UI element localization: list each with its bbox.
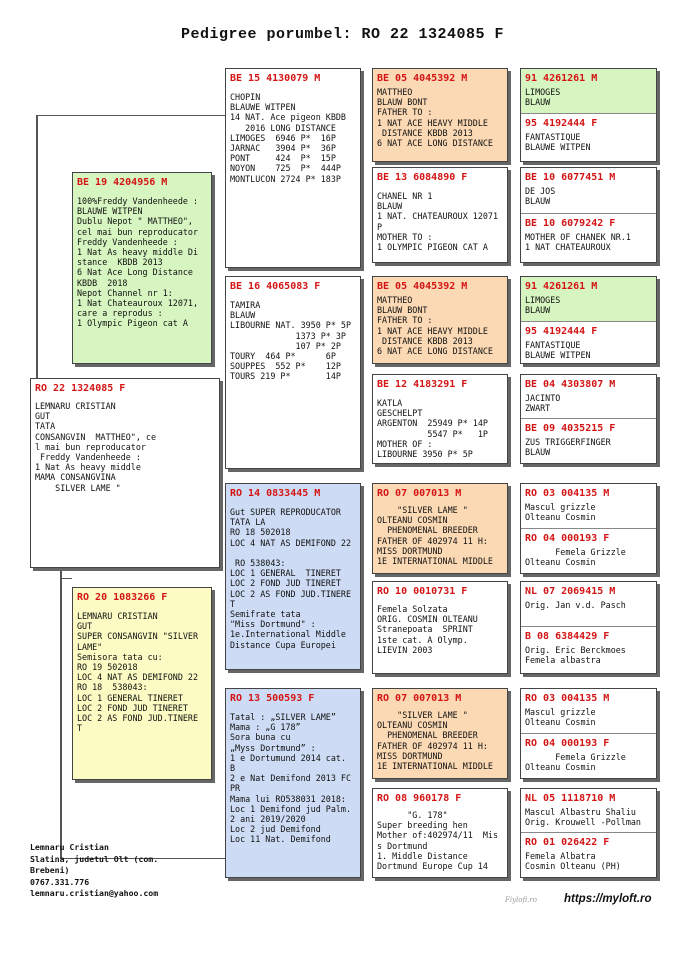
- pedigree-text: KATLA GESCHELPT ARGENTON 25949 P* 14P 5547 P* 1P MOTHER OF : LIBOURNE 3950 P* 5P: [377, 398, 488, 460]
- gen4-card[interactable]: [372, 374, 508, 464]
- pedigree-ring: BE 09 4035215 F: [525, 423, 616, 434]
- dam-card[interactable]: [72, 587, 212, 780]
- pedigree-ring: RO 01 026422 F: [525, 837, 610, 848]
- pedigree-text: "SILVER LAME " OLTEANU COSMIN PHENOMENAL BREEDER FATHER OF 402974 11 H: MISS DORTMUND 1E INTERNATIONAL MIDDLE: [377, 710, 493, 772]
- pedigree-ring: RO 03 004135 M: [525, 488, 610, 499]
- pedigree-ring: BE 05 4045392 M: [377, 281, 468, 292]
- gen4-card[interactable]: [372, 276, 508, 364]
- pedigree-ring: BE 10 6077451 M: [525, 172, 616, 183]
- owner-address: Slatina, judetul Olt (com.: [30, 853, 159, 864]
- gen5-card[interactable]: [520, 276, 657, 364]
- pedigree-ring: RO 08 960178 F: [377, 793, 462, 804]
- pedigree-text: TAMIRA BLAUW LIBOURNE NAT. 3950 P* 5P 1373 P* 3P 107 P* 2P TOURY 464 P* 6P SOUPPES 552 P* 12P TOURS 219 P* 14P: [230, 300, 352, 382]
- pedigree-ring: BE 04 4303807 M: [525, 379, 616, 390]
- gen4-card[interactable]: [372, 581, 508, 674]
- dam-text: LEMNARU CRISTIAN GUT SUPER CONSANGVIN "SILVER LAME" Semisora tata cu: RO 19 502018 LOC 4 NAT AS DEMIFOND 22 RO 18 538043: LOC 1 GENERAL TINERET LOC 2 FOND JUD TINERET LOC 2 AS FOND JUD.TINERE T: [77, 611, 199, 734]
- pedigree-text: Gut SUPER REPRODUCATOR TATA LA RO 18 502018 LOC 4 NAT AS DEMIFOND 22 RO 538043: LOC 1 GENERAL TINERET LOC 2 FOND JUD TINERET LOC 2 AS FOND JUD.TINERE T Semifrate tata "Miss Dortmund" : 1e.International Middle Distance Cupa Europei: [230, 507, 352, 650]
- pedigree-text: "G. 178" Super breeding hen Mother of:402974/11 Mis s Dortmund 1. Middle Distance Dortmund Europe Cup 14: [377, 810, 499, 872]
- gen4-card[interactable]: [372, 688, 508, 779]
- gen4-card[interactable]: [372, 167, 508, 263]
- pedigree-text: CHANEL NR 1 BLAUW 1 NAT. CHATEAUROUX 12071 P MOTHER TO : 1 OLYMPIC PIGEON CAT A: [377, 191, 499, 253]
- pedigree-ring: BE 12 4183291 F: [377, 379, 468, 390]
- owner-name: Lemnaru Cristian: [30, 842, 109, 852]
- pedigree-ring: RO 04 000193 F: [525, 738, 610, 749]
- subject-card[interactable]: [30, 378, 220, 568]
- signature-logo: Fiylofi.ro: [505, 896, 537, 904]
- pedigree-text: MATTHEO BLAUW BONT FATHER TO : 1 NAT ACE HEAVY MIDDLE DISTANCE KBDB 2013 6 NAT ACE LONG DISTANCE: [377, 295, 493, 357]
- pedigree-ring: RO 13 500593 F: [230, 693, 315, 704]
- owner-phone: 0767.331.776: [30, 876, 90, 887]
- pedigree-ring: BE 13 6084890 F: [377, 172, 468, 183]
- pedigree-text: Mascul Albastru Shaliu Orig. Krouwell -Pollman: [525, 807, 641, 828]
- owner-email[interactable]: lemnaru.cristian@yahoo.com: [30, 888, 159, 898]
- pedigree-text: DE JOS BLAUW: [525, 186, 556, 207]
- pedigree-text: FANTASTIQUE BLAUWE WITPEN: [525, 340, 591, 361]
- gen5-card[interactable]: [520, 483, 657, 574]
- pedigree-text: JACINTO ZWART: [525, 393, 561, 414]
- dam-ring: RO 20 1083266 F: [77, 592, 168, 603]
- pedigree-ring: BE 15 4130079 M: [230, 73, 321, 84]
- gen5-card[interactable]: [520, 788, 657, 878]
- pedigree-ring: RO 14 0833445 M: [230, 488, 321, 499]
- pedigree-ring: 91 4261261 M: [525, 281, 598, 292]
- pedigree-text: MATTHEO BLAUW BONT FATHER TO : 1 NAT ACE HEAVY MIDDLE DISTANCE KBDB 2013 6 NAT ACE LONG DISTANCE: [377, 87, 493, 149]
- connector: [36, 115, 38, 380]
- pedigree-ring: 91 4261261 M: [525, 73, 598, 84]
- pedigree-text: Femela Solzata ORIG. COSMIN OLTEANU Stranepoata SPRINT 1ste cat. A Olymp. LIEVIN 2003: [377, 604, 478, 655]
- sire-card[interactable]: [72, 172, 212, 364]
- subject-ring: RO 22 1324085 F: [35, 383, 126, 394]
- grandsire-maternal-card[interactable]: [225, 483, 361, 670]
- pedigree-ring: BE 16 4065083 F: [230, 281, 321, 292]
- gen4-card[interactable]: [372, 68, 508, 162]
- gen4-card[interactable]: [372, 483, 508, 574]
- sire-ring: BE 19 4204956 M: [77, 177, 168, 188]
- pedigree-text: Mascul grizzle Olteanu Cosmin: [525, 707, 596, 728]
- pedigree-ring: 95 4192444 F: [525, 326, 598, 337]
- pedigree-ring: RO 10 0010731 F: [377, 586, 468, 597]
- pedigree-ring: NL 07 2069415 M: [525, 586, 616, 597]
- granddam-paternal-card[interactable]: [225, 276, 361, 469]
- granddam-maternal-card[interactable]: [225, 688, 361, 878]
- pedigree-ring: RO 07 007013 M: [377, 693, 462, 704]
- pedigree-ring: RO 03 004135 M: [525, 693, 610, 704]
- pedigree-ring: NL 05 1118710 M: [525, 793, 616, 804]
- pedigree-text: MOTHER OF CHANEK NR.1 1 NAT CHATEAUROUX: [525, 232, 631, 253]
- pedigree-text: Femela Grizzle Olteanu Cosmin: [525, 752, 626, 773]
- owner-address: Brebeni): [30, 865, 70, 875]
- pedigree-text: LIMOGES BLAUW: [525, 295, 561, 316]
- pedigree-text: Tatal : „SILVER LAME” Mama : „G 178” Sora buna cu „Myss Dortmund” : 1 e Dortumund 2014 cat. B 2 e Nat Demifond 2013 FC PR Mama lui RO538031 2018: Loc 1 Demifond jud Palm. 2 ani 2019/2020 Loc 2 jud Demifond Loc 11 Nat. Demifond: [230, 712, 352, 845]
- pedigree-ring: BE 10 6079242 F: [525, 218, 616, 229]
- gen5-card[interactable]: [520, 68, 657, 162]
- pedigree-ring: RO 04 000193 F: [525, 533, 610, 544]
- pedigree-text: Mascul grizzle Olteanu Cosmin: [525, 502, 596, 523]
- gen5-card[interactable]: [520, 167, 657, 263]
- gen5-card[interactable]: [520, 688, 657, 779]
- sire-text: 100%Freddy Vandenheede : BLAUWE WITPEN Dublu Nepot " MATTHEO", cel mai bun reproducator Freddy Vandenheede : 1 Nat As heavy middle Di stance KBDB 2013 6 Nat Ace Long Distance KBDB 2018 Nepot Channel nr 1: 1 Nat Chateauroux 12071, care a reprodus : 1 Olympic Pigeon cat A: [77, 196, 199, 329]
- gen5-card[interactable]: [520, 374, 657, 464]
- pedigree-ring: RO 07 007013 M: [377, 488, 462, 499]
- connector: [60, 568, 62, 858]
- pedigree-text: LIMOGES BLAUW: [525, 87, 561, 108]
- pedigree-text: Orig. Jan v.d. Pasch: [525, 600, 626, 610]
- website-link[interactable]: https://myloft.ro: [564, 893, 652, 905]
- pedigree-text: CHOPIN BLAUWE WITPEN 14 NAT. Ace pigeon KBDB 2016 LONG DISTANCE LIMOGES 6946 P* 16P JARNAC 3904 P* 36P PONT 424 P* 15P NOYON 725 P* 444P MONTLUCON 2724 P* 183P: [230, 92, 346, 184]
- gen5-card[interactable]: [520, 581, 657, 674]
- pedigree-ring: B 08 6384429 F: [525, 631, 610, 642]
- pedigree-text: Femela Grizzle Olteanu Cosmin: [525, 547, 626, 568]
- pedigree-ring: BE 05 4045392 M: [377, 73, 468, 84]
- connector: [36, 115, 226, 116]
- pedigree-ring: 95 4192444 F: [525, 118, 598, 129]
- page-title: Pedigree porumbel: RO 22 1324085 F: [180, 26, 505, 43]
- pedigree-text: Femela Albatra Cosmin Olteanu (PH): [525, 851, 621, 872]
- pedigree-text: "SILVER LAME " OLTEANU COSMIN PHENOMENAL BREEDER FATHER OF 402974 11 H: MISS DORTMUND 1E INTERNATIONAL MIDDLE: [377, 505, 493, 567]
- grandsire-paternal-card[interactable]: [225, 68, 361, 268]
- pedigree-text: FANTASTIQUE BLAUWE WITPEN: [525, 132, 591, 153]
- owner-contact: [30, 842, 158, 900]
- pedigree-text: ZUS TRIGGERFINGER BLAUW: [525, 437, 611, 458]
- gen4-card[interactable]: [372, 788, 508, 878]
- pedigree-text: Orig. Eric Berckmoes Femela albastra: [525, 645, 626, 666]
- subject-text: LEMNARU CRISTIAN GUT TATA CONSANGVIN MATTHEO", ce l mai bun reproducator Freddy Vandenheede : 1 Nat As heavy middle MAMA CONSANGVINA SILVER LAME ": [35, 401, 157, 493]
- connector: [60, 578, 72, 579]
